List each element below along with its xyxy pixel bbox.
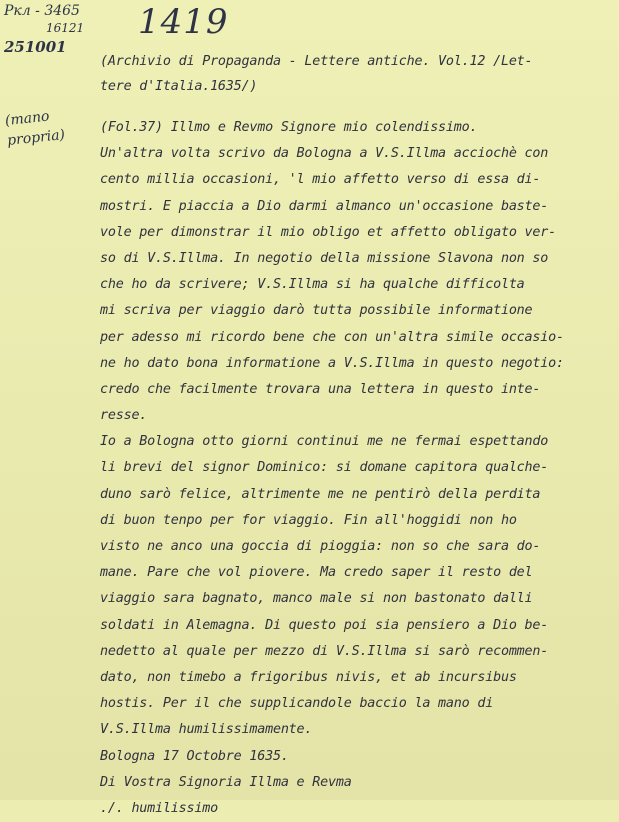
- letter-line: so di V.S.Illma. In negotio della missione Slavona non so: [100, 250, 549, 266]
- letter-line: hostis. Per il che supplicandole baccio la mano di: [100, 696, 494, 712]
- letter-line: duno sarò felice, altrimente me ne pentirò della perdita: [100, 486, 541, 502]
- archive-reference-handwritten: Pкл - 3465: [4, 3, 80, 19]
- letter-line: soldati in Alemagna. Di questo poi sia pensiero a Dio be-: [100, 617, 549, 633]
- letter-line: ./. humilissimo: [100, 800, 218, 816]
- letter-line: Bologna 17 Octobre 1635.: [100, 748, 289, 764]
- letter-line: Io a Bologna otto giorni continui me ne fermai espettando: [100, 434, 549, 450]
- letter-line: li brevi del signor Dominico: si domane capitora qualche-: [100, 460, 549, 476]
- header-line: (Archivio di Propaganda - Lettere antiche. Vol.12 /Let-: [100, 54, 533, 69]
- margin-note-line: (mano: [4, 108, 51, 130]
- letter-line: ne ho dato bona informatione a V.S.Illma in questo negotio:: [100, 355, 564, 371]
- letter-line: credo che facilmente trovara una lettera in questo inte-: [100, 381, 541, 397]
- letter-line: vole per dimonstrar il mio obligo et affetto obligato ver-: [100, 224, 556, 240]
- letter-line: cento millia occasioni, 'l mio affetto verso di essa di-: [100, 172, 541, 188]
- letter-line: mi scriva per viaggio darò tutta possibile informatione: [100, 303, 533, 319]
- letter-line: dato, non timebo a frigoribus nivis, et ab incursibus: [100, 669, 517, 685]
- letter-line: resse.: [100, 408, 148, 424]
- letter-line: visto ne anco una goccia di pioggia: non so che sara do-: [100, 539, 541, 554]
- archive-id-handwritten: 251001: [4, 38, 67, 56]
- folio-number-handwritten: 1419: [138, 2, 229, 42]
- header-line: tere d'Italia.1635/): [100, 79, 258, 94]
- letter-line: Un'altra volta scrivo da Bologna a V.S.Illma acciochè con: [100, 146, 549, 162]
- letter-line: Di Vostra Signoria Illma e Revma: [100, 774, 352, 790]
- letter-line: V.S.Illma humilissimamente.: [100, 722, 313, 738]
- letter-line: mostri. E piaccia a Dio darmi almanco un'occasione baste-: [100, 198, 549, 214]
- letter-line: mane. Pare che vol piovere. Ma credo saper il resto del: [100, 565, 533, 581]
- letter-line: (Fol.37) Illmo e Revmo Signore mio colendissimo.: [100, 120, 478, 135]
- letter-line: nedetto al quale per mezzo di V.S.Illma si sarò recommen-: [100, 643, 549, 659]
- letter-line: per adesso mi ricordo bene che con un'altra simile occasio-: [100, 329, 564, 345]
- margin-note-handwritten: [4, 105, 66, 151]
- archive-header: [100, 49, 610, 99]
- archive-subreference-handwritten: 16121: [46, 21, 85, 35]
- letter-body: [100, 115, 610, 822]
- letter-line: che ho da scrivere; V.S.Illma si ha qualche difficolta: [100, 277, 525, 293]
- margin-note-line: propria): [6, 126, 66, 149]
- letter-line: viaggio sara bagnato, manco male si non bastonato dalli: [100, 591, 533, 607]
- letter-line: di buon tenpo per for viaggio. Fin all'hoggidi non ho: [100, 512, 517, 528]
